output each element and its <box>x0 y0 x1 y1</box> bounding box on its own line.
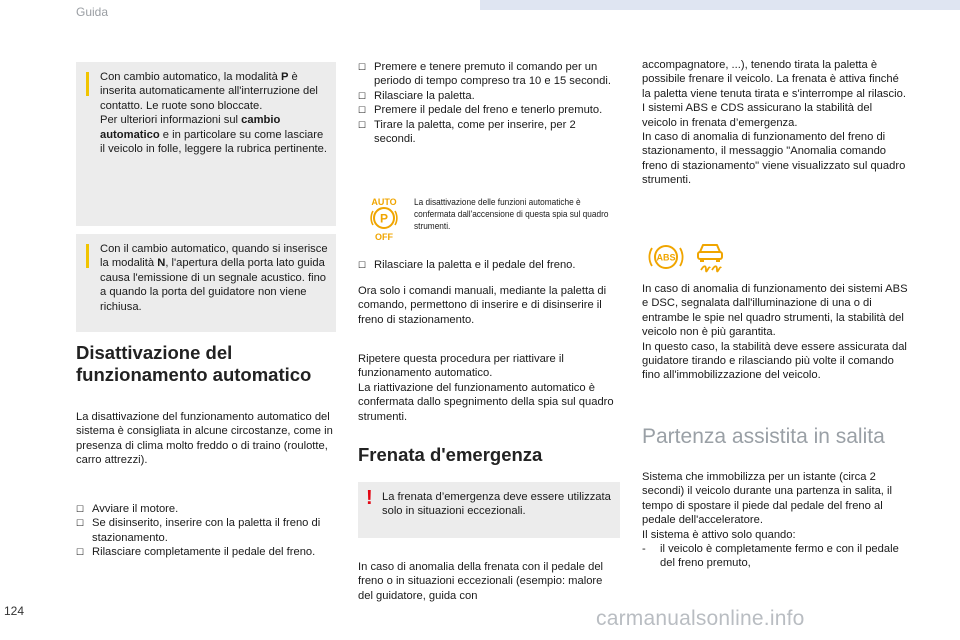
reactivate-paragraph: Ripetere questa procedura per riattivare il funzionamento automatico. La riattivazione del funzionamento automatico è confermata dallo spegnimento della spia sul quadro strumenti. <box>358 353 614 423</box>
info-box-neutral-text: Con il cambio automatico, quando si inserisce la modalità N, l'apertura della porta lato guida causa l'emissione di un segnale acustico. fino a quando la porta del guidatore non viene richiusa. <box>100 243 328 313</box>
abs-dsc-paragraph: In caso di anomalia di funzionamento dei sistemi ABS e DSC, segnalata dall'illuminazione di una o di entrambe le spie nel quadro strumenti, la stabilità del veicolo non è più garantita. In questo caso, la stabilità deve essere assicurata dal guidatore tirando e rilasciando più volte il comando fino all'immobilizzazione del veicolo. <box>642 283 908 382</box>
checkbox-bullet-icon: ☐ <box>358 105 367 116</box>
checkbox-bullet-icon: ☐ <box>358 119 367 130</box>
yellow-bar-icon <box>86 72 89 96</box>
list-item: ☐ Rilasciare la paletta e il pedale del freno. <box>358 259 576 271</box>
section-heading-disable-auto: Disattivazione del funzionamento automatico <box>76 342 312 385</box>
auto-icon-text: AUTO <box>371 197 397 207</box>
info-box-text-1: Con cambio automatico, la modalità P è inserita automaticamente all'interruzione del contatto. Le ruote sono bloccate. <box>100 71 318 112</box>
exclamation-icon: ! <box>366 487 373 509</box>
manual-controls-paragraph: Ora solo i comandi manuali, mediante la paletta di comando, permettono di inserire e di disinserire il freno di stazionamento. <box>358 285 607 326</box>
procedure-steps <box>358 60 616 146</box>
section-heading-emergency-brake: Frenata d'emergenza <box>358 444 543 465</box>
list-item: ☐ Rilasciare completamente il pedale del freno. <box>76 546 316 559</box>
emergency-continued-paragraph: accompagnatore, ...), tenendo tirata la paletta è possibile frenare il veicolo. La frenata è attiva finché la paletta viene tenuta tirata e s'interrompe al rilascio. I sistemi ABS e CDS assicurano la stabilità del veicolo in frenata d’emergenza. In caso di anomalia di funzionamento del freno di stazionamento, il messaggio "Anomalia comando freno di stazionamento" viene visualizzato sul quadro strumenti. <box>642 59 906 187</box>
auto-off-indicator-note: La disattivazione delle funzioni automatiche è confermata dall'accensione di questa spia sul quadro strumenti. <box>414 197 609 231</box>
checkbox-bullet-icon: ☐ <box>358 90 367 101</box>
section-heading-hill-start: Partenza assistita in salita <box>642 425 885 448</box>
header-label: Guida <box>76 5 109 19</box>
car-skid-icon <box>692 238 728 274</box>
dash-bullet-icon: - <box>642 543 646 556</box>
list-item: - il veicolo è completamente fermo e con il pedale del freno premuto, <box>642 543 899 570</box>
abs-icon <box>646 240 686 274</box>
hill-start-paragraph: Sistema che immobilizza per un istante (circa 2 secondi) il veicolo durante una partenza in salita, il tempo di spostare il piede dal pedale del freno al pedale dell'acceleratore. Il sistema è attivo solo quando: - il veicolo è completamente fermo e con il pedale del freno premuto, <box>642 470 908 571</box>
emergency-paragraph: In caso di anomalia della frenata con il pedale del freno o in situazioni eccezionali (esempio: malore del guidatore, guida con <box>358 561 604 602</box>
checkbox-bullet-icon: ☐ <box>76 547 85 558</box>
info-box-neutral-mode <box>76 234 336 332</box>
checkbox-bullet-icon: ☐ <box>358 62 367 72</box>
page-number: 124 <box>4 604 25 618</box>
auto-p-off-icon <box>364 196 404 242</box>
list-item: ☐ Se disinserito, inserire con la paletta il freno di stazionamento. <box>76 517 321 544</box>
footer-watermark: carmanualsonline.info <box>596 607 805 630</box>
list-item: ☐ Rilasciare la paletta. <box>358 89 475 102</box>
disable-auto-paragraph: La disattivazione del funzionamento automatico del sistema è consigliata in alcune circostanze, come in presenza di clima molto freddo o di traino (roulotte, carro attrezzi). <box>76 411 333 467</box>
release-step <box>358 258 616 272</box>
list-item: ☐ Premere e tenere premuto il comando per un periodo di tempo compreso tra 10 e 15 secondi. <box>358 61 611 88</box>
warning-box-emergency: ! La frenata d’emergenza deve essere utilizzata solo in situazioni eccezionali. <box>358 482 620 538</box>
disable-auto-steps <box>76 502 338 560</box>
checkbox-bullet-icon: ☐ <box>358 260 367 270</box>
list-item: ☐ Premere il pedale del freno e tenerlo premuto. <box>358 104 603 117</box>
checkbox-bullet-icon: ☐ <box>76 518 85 529</box>
header-bar <box>480 0 960 10</box>
checkbox-bullet-icon: ☐ <box>76 504 85 514</box>
yellow-bar-icon <box>86 244 89 268</box>
off-icon-text: OFF <box>375 232 393 242</box>
list-item: ☐ Tirare la paletta, come per inserire, per 2 secondi. <box>358 118 576 146</box>
info-box-park-mode <box>76 62 336 226</box>
info-box-text-2: Per ulteriori informazioni sul cambio automatico e in particolare su come lasciare il veicolo in folle, leggere la rubrica pertinente. <box>100 114 327 156</box>
list-item: ☐ Avviare il motore. <box>76 503 179 515</box>
park-icon-letter: P <box>379 211 389 226</box>
abs-icon-text: ABS <box>656 252 676 263</box>
